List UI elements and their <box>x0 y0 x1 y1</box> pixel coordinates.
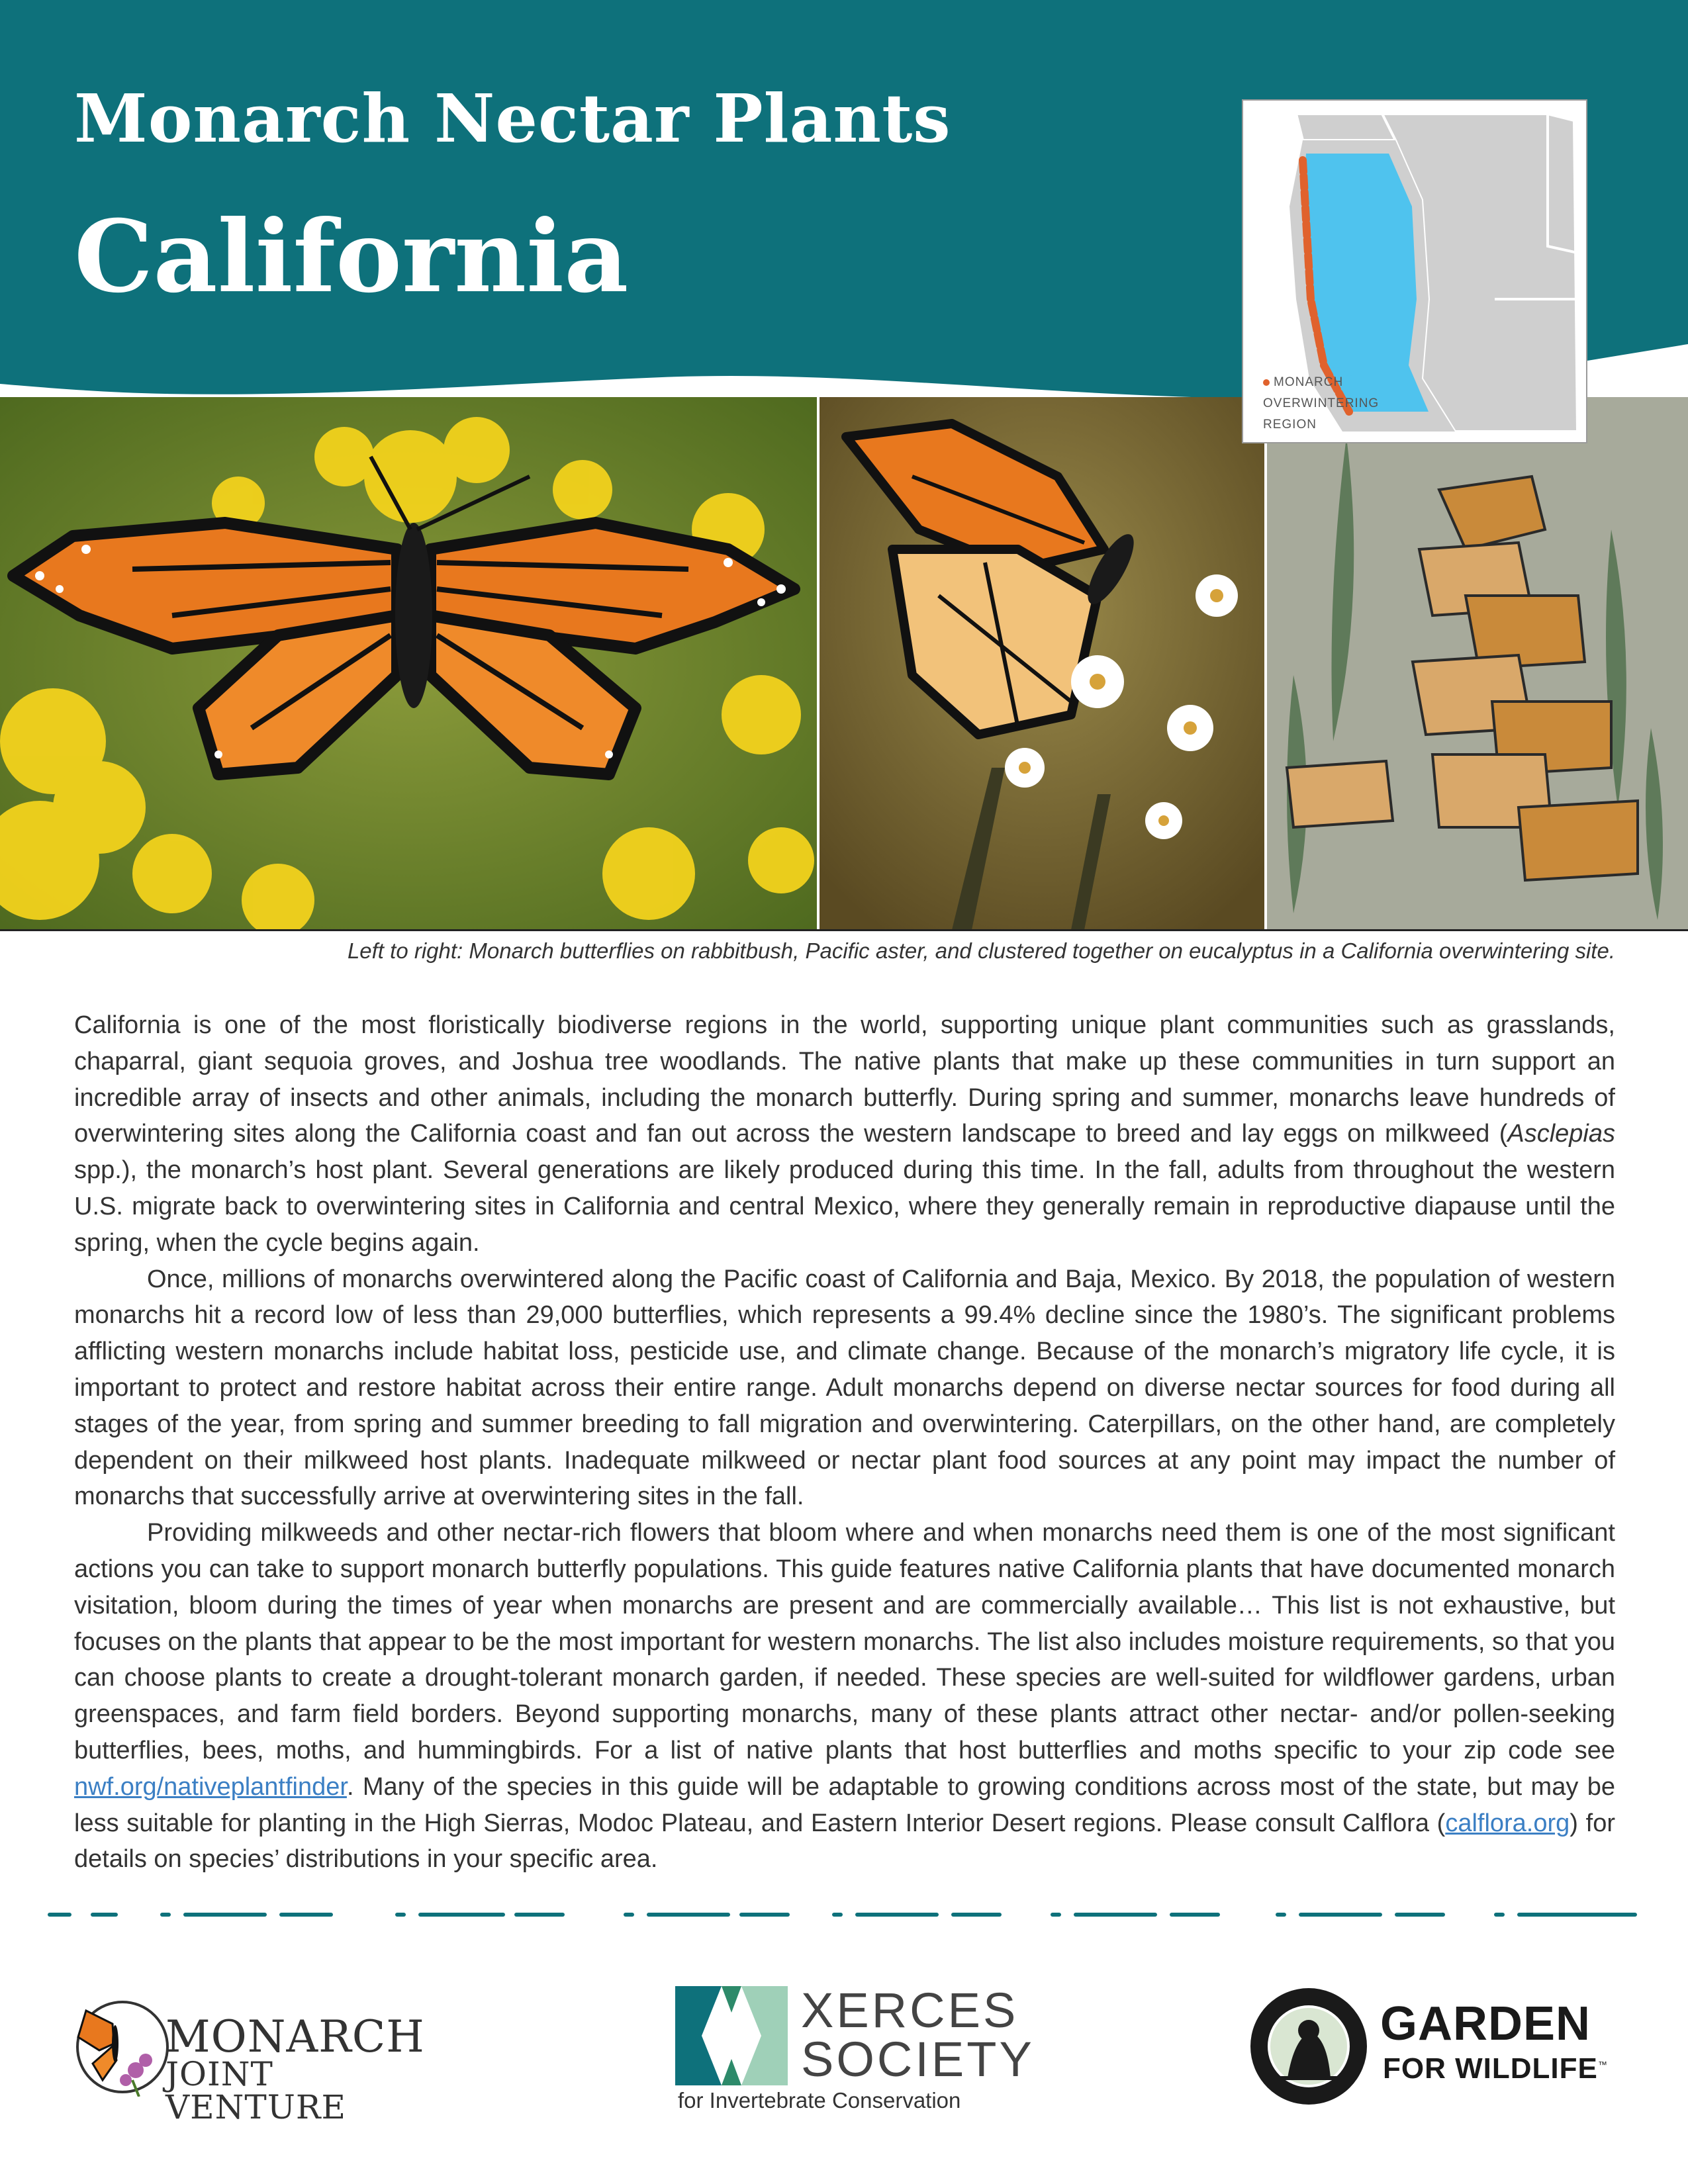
calflora-link[interactable]: calflora.org <box>1445 1809 1570 1837</box>
range-map <box>1242 99 1587 443</box>
photo-monarch-pacific-aster <box>820 397 1264 930</box>
paragraph-2: Once, millions of monarchs overwintered along the Pacific coast of California and Baja, Mexico. By 2018, the population of western monarchs hit a record low of less than 29,000 butterflies, which represents a 99.4% decline since the 1980’s. The significant problems afflicting western monarchs include habitat loss, pesticide use, and climate change. Because of the monarch’s migratory life cycle, it is important to protect and restore habitat across their entire range. Adult monarchs depend on diverse nectar sources for food during all stages of the year, from spring and summer breeding to fall migration and overwintering. Caterpillars, on the other hand, are completely dependent on their milkweed host plants. Inadequate milkweed or nectar plant food sources at any point may impact the number of monarchs that successfully arrive at overwintering sites in the fall. <box>74 1265 1615 1511</box>
map-legend <box>1263 372 1379 435</box>
monarch-joint-venture-logo <box>73 1992 444 2126</box>
legend-line-1: MONARCH <box>1274 375 1344 389</box>
xerces-society-logo <box>675 1982 1035 2115</box>
photo-caption: Left to right: Monarch butterflies on rabbitbush, Pacific aster, and clustered together on eucalyptus in a California overwintering site. <box>347 938 1615 963</box>
xerces-word-1: XERCES <box>801 1983 1019 2038</box>
gfw-word-for-wildlife: FOR WILDLIFE™ <box>1383 2052 1608 2085</box>
legend-line-2: OVERWINTERING <box>1263 396 1380 410</box>
paragraph-1: California is one of the most floristically biodiverse regions in the world, supporting unique plant communities such as grasslands, chaparral, giant sequoia groves, and Joshua tree woodlands. The native plants that make up these communities in turn support an incredible array of insects and other animals, including the monarch butterfly. During spring and summer, monarchs leave hundreds of overwintering sites along the California coast and fan out across the western landscape to breed and lay eggs on milkweed (Asclepias spp.), the monarch’s host plant. Several generations are likely produced during this time. In the fall, adults from throughout the western U.S. migrate back to overwintering sites in California and central Mexico, where they generally remain in reproductive diapause until the spring, when the cycle begins again. <box>74 1011 1615 1257</box>
photo-monarch-cluster-eucalyptus <box>1267 397 1688 930</box>
overwintering-dot-icon <box>1263 379 1270 386</box>
gfw-word-garden: GARDEN <box>1380 1997 1591 2050</box>
legend-line-3: REGION <box>1263 418 1317 432</box>
nativeplantfinder-link[interactable]: nwf.org/nativeplantfinder <box>74 1772 347 1801</box>
nwf-seal-icon <box>1248 1985 1370 2108</box>
paragraph-3: Providing milkweeds and other nectar-rich flowers that bloom where and when monarchs need them is one of the most significant actions you can take to support monarch butterfly populations. This guide features native California plants that have documented monarch visitation, bloom during the times of year when monarchs are present and are commercially available… This list is not exhaustive, but focuses on the plants that appear to be the most important for western monarchs. The list also includes moisture requirements, so that you can choose plants to create a drought-tolerant monarch garden, if needed. These species are well-suited for wildflower gardens, urban greenspaces, and farm field borders. Beyond supporting monarchs, many of these plants attract other nectar- and/or pollen-seeking butterflies, bees, moths, and hummingbirds. For a list of native plants that host butterflies and moths specific to your zip code see nwf.org/nativeplantfinder. Many of the species in this guide will be adaptable to growing conditions across most of the state, but may be less suitable for planting in the High Sierras, Modoc Plateau, and Eastern Interior Desert regions. Please consult Calflora (calflora.org) for details on species’ distributions in your specific area. <box>74 1519 1615 1874</box>
mjv-name-line2: JOINT VENTURE <box>165 2055 346 2126</box>
xerces-word-2: SOCIETY <box>801 2032 1035 2087</box>
monarch-butterfly-icon <box>73 1997 172 2097</box>
page-title: Monarch Nectar Plants <box>74 79 951 158</box>
garden-for-wildlife-logo <box>1248 1985 1618 2111</box>
dashed-divider <box>46 1908 1642 1921</box>
photo-monarch-rabbitbush <box>0 397 817 930</box>
xerces-tagline: for Invertebrate Conservation <box>678 2088 961 2113</box>
xerces-x-mark-icon <box>675 1986 788 2085</box>
photo-bottom-rule <box>0 929 1688 931</box>
photo-strip <box>0 397 1688 930</box>
region-title: California <box>74 199 629 315</box>
intro-body <box>74 1007 1615 1878</box>
mjv-name-line1: MONARCH <box>165 2011 425 2062</box>
